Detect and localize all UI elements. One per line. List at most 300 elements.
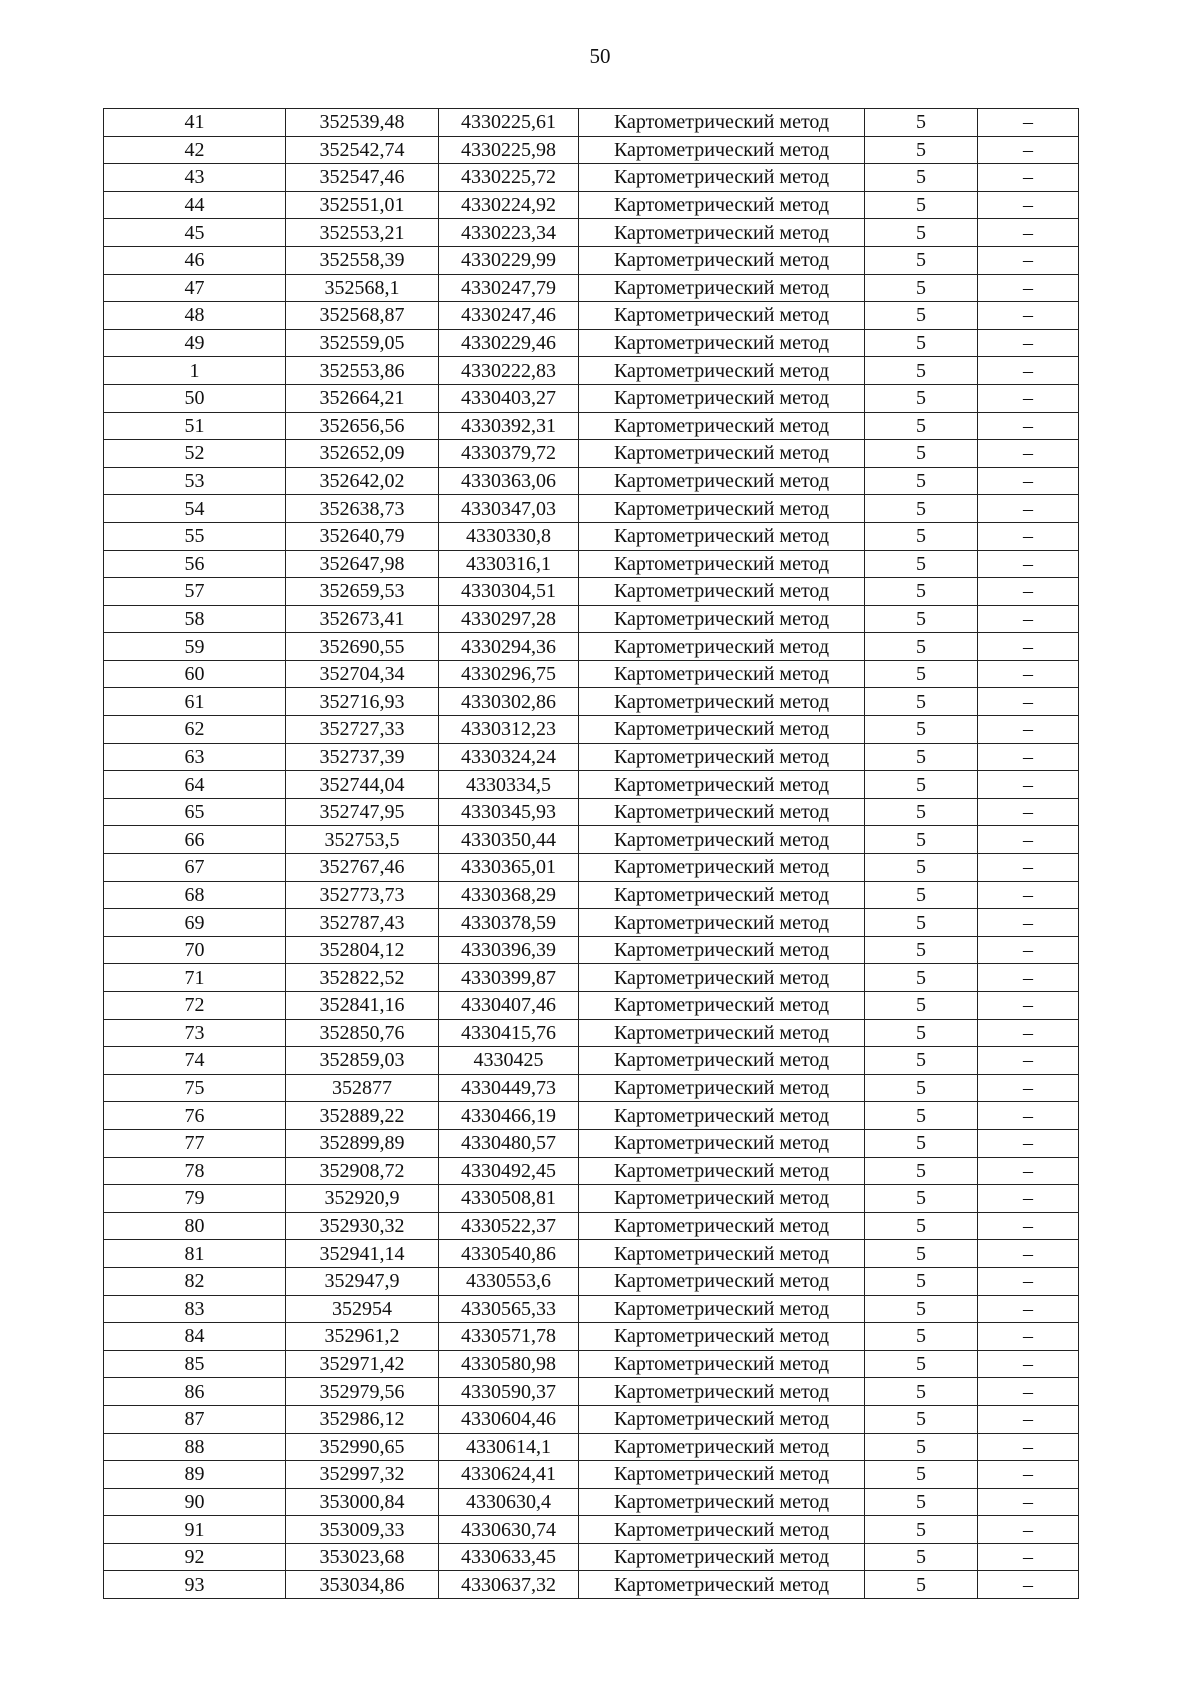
accuracy-cell: 5	[865, 1461, 978, 1489]
x-coordinate-cell: 352704,34	[286, 660, 439, 688]
formula-cell: –	[978, 1240, 1079, 1268]
point-number-cell: 58	[104, 605, 286, 633]
y-coordinate-cell: 4330522,37	[439, 1212, 579, 1240]
table-row	[104, 1543, 1079, 1571]
point-number-cell: 72	[104, 992, 286, 1020]
table-row	[104, 329, 1079, 357]
point-number-cell: 74	[104, 1047, 286, 1075]
table-row	[104, 881, 1079, 909]
y-coordinate-cell: 4330330,8	[439, 522, 579, 550]
x-coordinate-cell: 352899,89	[286, 1129, 439, 1157]
x-coordinate-cell: 353034,86	[286, 1571, 439, 1599]
y-coordinate-cell: 4330553,6	[439, 1267, 579, 1295]
method-cell: Картометрический метод	[579, 1350, 865, 1378]
accuracy-cell: 5	[865, 1102, 978, 1130]
formula-cell: –	[978, 1461, 1079, 1489]
method-cell: Картометрический метод	[579, 302, 865, 330]
y-coordinate-cell: 4330540,86	[439, 1240, 579, 1268]
formula-cell: –	[978, 357, 1079, 385]
x-coordinate-cell: 352640,79	[286, 522, 439, 550]
page-number: 50	[589, 44, 611, 68]
table-row	[104, 1240, 1079, 1268]
y-coordinate-cell: 4330466,19	[439, 1102, 579, 1130]
table-row	[104, 1267, 1079, 1295]
formula-cell: –	[978, 688, 1079, 716]
table-row	[104, 909, 1079, 937]
point-number-cell: 70	[104, 936, 286, 964]
table-row	[104, 1461, 1079, 1489]
x-coordinate-cell: 352664,21	[286, 384, 439, 412]
method-cell: Картометрический метод	[579, 1516, 865, 1544]
formula-cell: –	[978, 522, 1079, 550]
accuracy-cell: 5	[865, 1378, 978, 1406]
formula-cell: –	[978, 716, 1079, 744]
y-coordinate-cell: 4330296,75	[439, 660, 579, 688]
y-coordinate-cell: 4330365,01	[439, 854, 579, 882]
method-cell: Картометрический метод	[579, 467, 865, 495]
x-coordinate-cell: 352553,21	[286, 219, 439, 247]
formula-cell: –	[978, 384, 1079, 412]
table-row	[104, 109, 1079, 137]
x-coordinate-cell: 353023,68	[286, 1543, 439, 1571]
point-number-cell: 77	[104, 1129, 286, 1157]
point-number-cell: 86	[104, 1378, 286, 1406]
formula-cell: –	[978, 412, 1079, 440]
table-row	[104, 1102, 1079, 1130]
method-cell: Картометрический метод	[579, 1019, 865, 1047]
formula-cell: –	[978, 1350, 1079, 1378]
method-cell: Картометрический метод	[579, 854, 865, 882]
x-coordinate-cell: 352716,93	[286, 688, 439, 716]
method-cell: Картометрический метод	[579, 660, 865, 688]
x-coordinate-cell: 352822,52	[286, 964, 439, 992]
x-coordinate-cell: 353009,33	[286, 1516, 439, 1544]
table-row	[104, 384, 1079, 412]
method-cell: Картометрический метод	[579, 633, 865, 661]
method-cell: Картометрический метод	[579, 1405, 865, 1433]
formula-cell: –	[978, 109, 1079, 137]
point-number-cell: 49	[104, 329, 286, 357]
point-number-cell: 71	[104, 964, 286, 992]
y-coordinate-cell: 4330222,83	[439, 357, 579, 385]
table-row	[104, 1516, 1079, 1544]
accuracy-cell: 5	[865, 688, 978, 716]
method-cell: Картометрический метод	[579, 578, 865, 606]
point-number-cell: 45	[104, 219, 286, 247]
table-row	[104, 1323, 1079, 1351]
formula-cell: –	[978, 881, 1079, 909]
point-number-cell: 53	[104, 467, 286, 495]
method-cell: Картометрический метод	[579, 495, 865, 523]
x-coordinate-cell: 352877	[286, 1074, 439, 1102]
table-row	[104, 1047, 1079, 1075]
x-coordinate-cell: 352941,14	[286, 1240, 439, 1268]
formula-cell: –	[978, 1433, 1079, 1461]
y-coordinate-cell: 4330368,29	[439, 881, 579, 909]
y-coordinate-cell: 4330449,73	[439, 1074, 579, 1102]
method-cell: Картометрический метод	[579, 743, 865, 771]
y-coordinate-cell: 4330630,4	[439, 1488, 579, 1516]
accuracy-cell: 5	[865, 964, 978, 992]
accuracy-cell: 5	[865, 1157, 978, 1185]
accuracy-cell: 5	[865, 826, 978, 854]
table-row	[104, 1157, 1079, 1185]
method-cell: Картометрический метод	[579, 550, 865, 578]
y-coordinate-cell: 4330334,5	[439, 771, 579, 799]
x-coordinate-cell: 352553,86	[286, 357, 439, 385]
point-number-cell: 73	[104, 1019, 286, 1047]
formula-cell: –	[978, 164, 1079, 192]
accuracy-cell: 5	[865, 550, 978, 578]
table-row	[104, 219, 1079, 247]
x-coordinate-cell: 352542,74	[286, 136, 439, 164]
formula-cell: –	[978, 1267, 1079, 1295]
accuracy-cell: 5	[865, 992, 978, 1020]
x-coordinate-cell: 352547,46	[286, 164, 439, 192]
x-coordinate-cell: 352767,46	[286, 854, 439, 882]
x-coordinate-cell: 352961,2	[286, 1323, 439, 1351]
formula-cell: –	[978, 274, 1079, 302]
point-number-cell: 50	[104, 384, 286, 412]
table-row	[104, 716, 1079, 744]
point-number-cell: 89	[104, 1461, 286, 1489]
method-cell: Картометрический метод	[579, 1074, 865, 1102]
point-number-cell: 80	[104, 1212, 286, 1240]
point-number-cell: 65	[104, 798, 286, 826]
accuracy-cell: 5	[865, 191, 978, 219]
accuracy-cell: 5	[865, 302, 978, 330]
accuracy-cell: 5	[865, 109, 978, 137]
formula-cell: –	[978, 1212, 1079, 1240]
point-number-cell: 1	[104, 357, 286, 385]
x-coordinate-cell: 352947,9	[286, 1267, 439, 1295]
method-cell: Картометрический метод	[579, 246, 865, 274]
table-row	[104, 191, 1079, 219]
table-row	[104, 688, 1079, 716]
accuracy-cell: 5	[865, 1433, 978, 1461]
accuracy-cell: 5	[865, 1516, 978, 1544]
method-cell: Картометрический метод	[579, 1488, 865, 1516]
table-row	[104, 798, 1079, 826]
table-row	[104, 1488, 1079, 1516]
accuracy-cell: 5	[865, 412, 978, 440]
method-cell: Картометрический метод	[579, 412, 865, 440]
method-cell: Картометрический метод	[579, 1047, 865, 1075]
x-coordinate-cell: 352773,73	[286, 881, 439, 909]
method-cell: Картометрический метод	[579, 1571, 865, 1599]
accuracy-cell: 5	[865, 605, 978, 633]
formula-cell: –	[978, 936, 1079, 964]
accuracy-cell: 5	[865, 1074, 978, 1102]
method-cell: Картометрический метод	[579, 881, 865, 909]
accuracy-cell: 5	[865, 1405, 978, 1433]
point-number-cell: 83	[104, 1295, 286, 1323]
x-coordinate-cell: 352551,01	[286, 191, 439, 219]
y-coordinate-cell: 4330225,98	[439, 136, 579, 164]
point-number-cell: 85	[104, 1350, 286, 1378]
x-coordinate-cell: 352753,5	[286, 826, 439, 854]
point-number-cell: 75	[104, 1074, 286, 1102]
y-coordinate-cell: 4330304,51	[439, 578, 579, 606]
formula-cell: –	[978, 302, 1079, 330]
point-number-cell: 47	[104, 274, 286, 302]
y-coordinate-cell: 4330624,41	[439, 1461, 579, 1489]
point-number-cell: 67	[104, 854, 286, 882]
table-row	[104, 1350, 1079, 1378]
x-coordinate-cell: 352647,98	[286, 550, 439, 578]
x-coordinate-cell: 352727,33	[286, 716, 439, 744]
formula-cell: –	[978, 1571, 1079, 1599]
x-coordinate-cell: 352787,43	[286, 909, 439, 937]
point-number-cell: 63	[104, 743, 286, 771]
x-coordinate-cell: 352804,12	[286, 936, 439, 964]
point-number-cell: 79	[104, 1185, 286, 1213]
coordinates-table	[103, 108, 1079, 1599]
formula-cell: –	[978, 1185, 1079, 1213]
method-cell: Картометрический метод	[579, 1129, 865, 1157]
x-coordinate-cell: 352986,12	[286, 1405, 439, 1433]
method-cell: Картометрический метод	[579, 826, 865, 854]
point-number-cell: 68	[104, 881, 286, 909]
formula-cell: –	[978, 1405, 1079, 1433]
point-number-cell: 44	[104, 191, 286, 219]
table-row	[104, 743, 1079, 771]
formula-cell: –	[978, 550, 1079, 578]
y-coordinate-cell: 4330378,59	[439, 909, 579, 937]
y-coordinate-cell: 4330225,72	[439, 164, 579, 192]
accuracy-cell: 5	[865, 136, 978, 164]
formula-cell: –	[978, 329, 1079, 357]
y-coordinate-cell: 4330630,74	[439, 1516, 579, 1544]
accuracy-cell: 5	[865, 1488, 978, 1516]
method-cell: Картометрический метод	[579, 522, 865, 550]
formula-cell: –	[978, 798, 1079, 826]
table-row	[104, 246, 1079, 274]
method-cell: Картометрический метод	[579, 274, 865, 302]
formula-cell: –	[978, 1019, 1079, 1047]
point-number-cell: 66	[104, 826, 286, 854]
point-number-cell: 88	[104, 1433, 286, 1461]
table-row	[104, 1405, 1079, 1433]
method-cell: Картометрический метод	[579, 329, 865, 357]
method-cell: Картометрический метод	[579, 771, 865, 799]
accuracy-cell: 5	[865, 660, 978, 688]
x-coordinate-cell: 352859,03	[286, 1047, 439, 1075]
y-coordinate-cell: 4330297,28	[439, 605, 579, 633]
y-coordinate-cell: 4330225,61	[439, 109, 579, 137]
table-row	[104, 550, 1079, 578]
table-row	[104, 495, 1079, 523]
method-cell: Картометрический метод	[579, 109, 865, 137]
y-coordinate-cell: 4330399,87	[439, 964, 579, 992]
formula-cell: –	[978, 964, 1079, 992]
point-number-cell: 62	[104, 716, 286, 744]
accuracy-cell: 5	[865, 1267, 978, 1295]
accuracy-cell: 5	[865, 854, 978, 882]
x-coordinate-cell: 352997,32	[286, 1461, 439, 1489]
x-coordinate-cell: 352954	[286, 1295, 439, 1323]
table-row	[104, 440, 1079, 468]
accuracy-cell: 5	[865, 495, 978, 523]
point-number-cell: 57	[104, 578, 286, 606]
point-number-cell: 51	[104, 412, 286, 440]
formula-cell: –	[978, 136, 1079, 164]
formula-cell: –	[978, 909, 1079, 937]
accuracy-cell: 5	[865, 1185, 978, 1213]
y-coordinate-cell: 4330229,46	[439, 329, 579, 357]
table-row	[104, 302, 1079, 330]
table-row	[104, 771, 1079, 799]
method-cell: Картометрический метод	[579, 688, 865, 716]
method-cell: Картометрический метод	[579, 191, 865, 219]
method-cell: Картометрический метод	[579, 136, 865, 164]
method-cell: Картометрический метод	[579, 992, 865, 1020]
point-number-cell: 92	[104, 1543, 286, 1571]
table-row	[104, 826, 1079, 854]
table-row	[104, 964, 1079, 992]
y-coordinate-cell: 4330223,34	[439, 219, 579, 247]
y-coordinate-cell: 4330492,45	[439, 1157, 579, 1185]
y-coordinate-cell: 4330590,37	[439, 1378, 579, 1406]
formula-cell: –	[978, 771, 1079, 799]
x-coordinate-cell: 352673,41	[286, 605, 439, 633]
y-coordinate-cell: 4330229,99	[439, 246, 579, 274]
accuracy-cell: 5	[865, 743, 978, 771]
formula-cell: –	[978, 633, 1079, 661]
formula-cell: –	[978, 992, 1079, 1020]
table-row	[104, 467, 1079, 495]
method-cell: Картометрический метод	[579, 716, 865, 744]
accuracy-cell: 5	[865, 329, 978, 357]
table-row	[104, 1074, 1079, 1102]
accuracy-cell: 5	[865, 936, 978, 964]
point-number-cell: 90	[104, 1488, 286, 1516]
method-cell: Картометрический метод	[579, 219, 865, 247]
formula-cell: –	[978, 1323, 1079, 1351]
method-cell: Картометрический метод	[579, 798, 865, 826]
y-coordinate-cell: 4330363,06	[439, 467, 579, 495]
accuracy-cell: 5	[865, 1543, 978, 1571]
x-coordinate-cell: 353000,84	[286, 1488, 439, 1516]
formula-cell: –	[978, 495, 1079, 523]
y-coordinate-cell: 4330316,1	[439, 550, 579, 578]
method-cell: Картометрический метод	[579, 1323, 865, 1351]
point-number-cell: 55	[104, 522, 286, 550]
y-coordinate-cell: 4330312,23	[439, 716, 579, 744]
formula-cell: –	[978, 1543, 1079, 1571]
accuracy-cell: 5	[865, 357, 978, 385]
x-coordinate-cell: 352539,48	[286, 109, 439, 137]
formula-cell: –	[978, 191, 1079, 219]
accuracy-cell: 5	[865, 1129, 978, 1157]
point-number-cell: 91	[104, 1516, 286, 1544]
method-cell: Картометрический метод	[579, 1433, 865, 1461]
y-coordinate-cell: 4330415,76	[439, 1019, 579, 1047]
table-row	[104, 357, 1079, 385]
y-coordinate-cell: 4330580,98	[439, 1350, 579, 1378]
table-row	[104, 854, 1079, 882]
y-coordinate-cell: 4330396,39	[439, 936, 579, 964]
method-cell: Картометрический метод	[579, 936, 865, 964]
x-coordinate-cell: 352558,39	[286, 246, 439, 274]
y-coordinate-cell: 4330571,78	[439, 1323, 579, 1351]
formula-cell: –	[978, 246, 1079, 274]
x-coordinate-cell: 352889,22	[286, 1102, 439, 1130]
x-coordinate-cell: 352979,56	[286, 1378, 439, 1406]
accuracy-cell: 5	[865, 1295, 978, 1323]
table-row	[104, 274, 1079, 302]
accuracy-cell: 5	[865, 909, 978, 937]
formula-cell: –	[978, 219, 1079, 247]
accuracy-cell: 5	[865, 164, 978, 192]
point-number-cell: 81	[104, 1240, 286, 1268]
x-coordinate-cell: 352930,32	[286, 1212, 439, 1240]
table-row	[104, 1295, 1079, 1323]
y-coordinate-cell: 4330224,92	[439, 191, 579, 219]
formula-cell: –	[978, 578, 1079, 606]
x-coordinate-cell: 352642,02	[286, 467, 439, 495]
formula-cell: –	[978, 660, 1079, 688]
table-row	[104, 578, 1079, 606]
point-number-cell: 87	[104, 1405, 286, 1433]
x-coordinate-cell: 352850,76	[286, 1019, 439, 1047]
method-cell: Картометрический метод	[579, 357, 865, 385]
formula-cell: –	[978, 1157, 1079, 1185]
point-number-cell: 69	[104, 909, 286, 937]
x-coordinate-cell: 352659,53	[286, 578, 439, 606]
y-coordinate-cell: 4330508,81	[439, 1185, 579, 1213]
formula-cell: –	[978, 1129, 1079, 1157]
point-number-cell: 46	[104, 246, 286, 274]
formula-cell: –	[978, 1074, 1079, 1102]
x-coordinate-cell: 352568,87	[286, 302, 439, 330]
table-row	[104, 1433, 1079, 1461]
method-cell: Картометрический метод	[579, 1240, 865, 1268]
table-row	[104, 164, 1079, 192]
accuracy-cell: 5	[865, 578, 978, 606]
y-coordinate-cell: 4330480,57	[439, 1129, 579, 1157]
formula-cell: –	[978, 467, 1079, 495]
accuracy-cell: 5	[865, 219, 978, 247]
method-cell: Картометрический метод	[579, 1212, 865, 1240]
x-coordinate-cell: 352559,05	[286, 329, 439, 357]
point-number-cell: 93	[104, 1571, 286, 1599]
x-coordinate-cell: 352656,56	[286, 412, 439, 440]
accuracy-cell: 5	[865, 633, 978, 661]
point-number-cell: 54	[104, 495, 286, 523]
y-coordinate-cell: 4330347,03	[439, 495, 579, 523]
y-coordinate-cell: 4330637,32	[439, 1571, 579, 1599]
table-row	[104, 522, 1079, 550]
table-row	[104, 136, 1079, 164]
point-number-cell: 82	[104, 1267, 286, 1295]
y-coordinate-cell: 4330345,93	[439, 798, 579, 826]
method-cell: Картометрический метод	[579, 1295, 865, 1323]
accuracy-cell: 5	[865, 467, 978, 495]
x-coordinate-cell: 352908,72	[286, 1157, 439, 1185]
method-cell: Картометрический метод	[579, 1267, 865, 1295]
y-coordinate-cell: 4330302,86	[439, 688, 579, 716]
y-coordinate-cell: 4330604,46	[439, 1405, 579, 1433]
formula-cell: –	[978, 1516, 1079, 1544]
method-cell: Картометрический метод	[579, 164, 865, 192]
point-number-cell: 52	[104, 440, 286, 468]
table-row	[104, 1378, 1079, 1406]
x-coordinate-cell: 352971,42	[286, 1350, 439, 1378]
method-cell: Картометрический метод	[579, 1157, 865, 1185]
accuracy-cell: 5	[865, 522, 978, 550]
point-number-cell: 64	[104, 771, 286, 799]
